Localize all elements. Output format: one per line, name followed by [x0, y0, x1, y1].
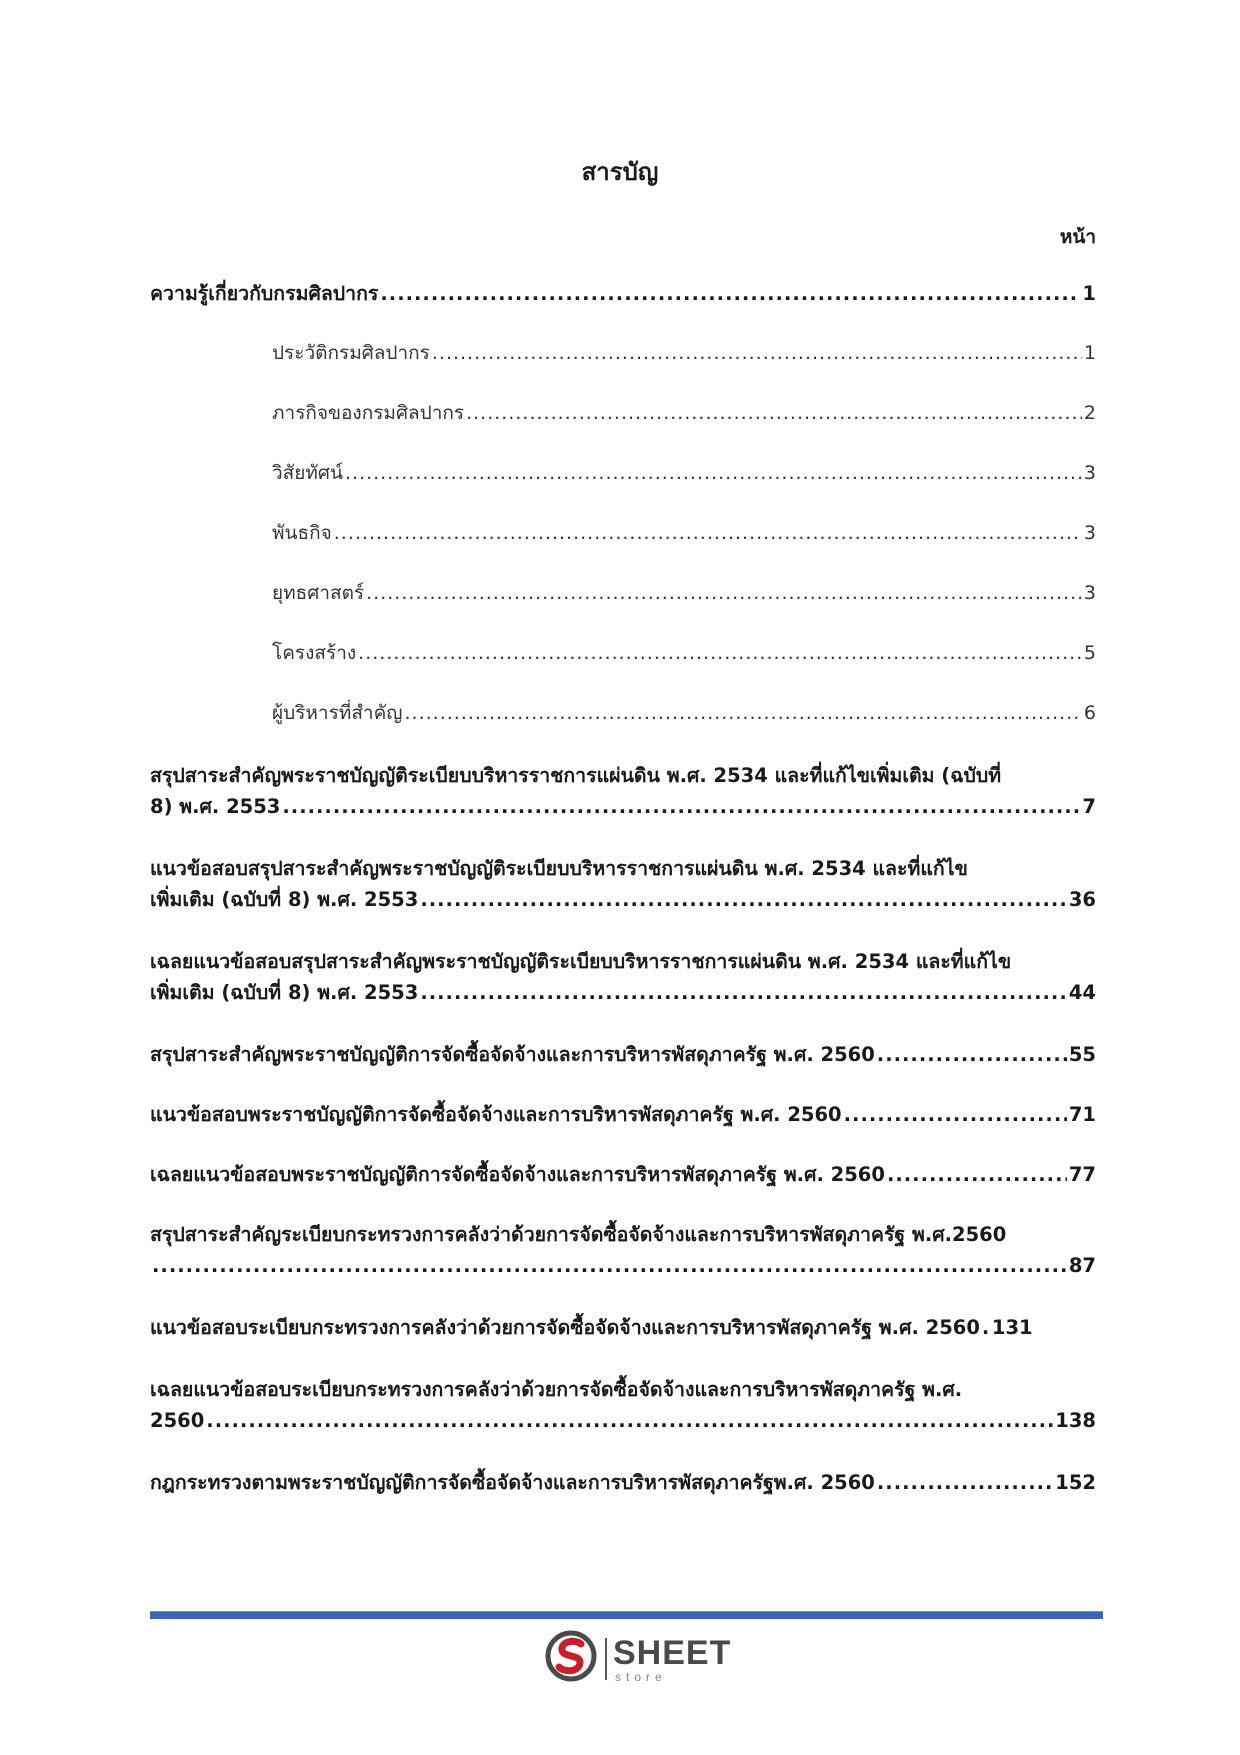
toc-entry-page: 1: [1082, 282, 1096, 305]
toc-entry-page: 77: [1068, 1163, 1096, 1186]
toc-entry-title: เฉลยแนวข้อสอบพระราชบัญญัติการจัดซื้อจัดจ้างและการบริหารพัสดุภาครัฐ พ.ศ. 2560: [150, 1163, 885, 1186]
toc-entry-page: 152: [1055, 1471, 1096, 1494]
dot-leader: [152, 1250, 1067, 1281]
logo-wordmark: SHEET: [613, 1634, 732, 1672]
toc-entry[interactable]: [150, 1159, 1096, 1190]
toc-entry-page: 3: [1083, 582, 1096, 604]
dot-leader: [877, 1039, 1067, 1070]
toc-subentry[interactable]: [150, 458, 1096, 489]
page-column-header: หน้า: [1059, 226, 1096, 248]
toc-entry-title: เฉลยแนวข้อสอบสรุปสาระสำคัญพระราชบัญญัติระเบียบบริหารราชการแผ่นดิน พ.ศ. 2534 และที่แก้ไข: [150, 950, 1012, 973]
toc-entry-page: 6: [1083, 702, 1096, 724]
toc-subentry[interactable]: [150, 338, 1096, 369]
toc-entry-title: แนวข้อสอบระเบียบกระทรวงการคลังว่าด้วยการจัดซื้อจัดจ้างและการบริหารพัสดุภาครัฐ พ.ศ. 2560: [150, 1316, 980, 1339]
toc-entry[interactable]: [150, 946, 1096, 1008]
toc-entry-page: 36: [1068, 888, 1096, 911]
toc-entry-title: ผู้บริหารที่สำคัญ: [272, 702, 403, 724]
toc-entry-title: พันธกิจ: [272, 522, 332, 544]
toc-entry-title: สรุปสาระสำคัญระเบียบกระทรวงการคลังว่าด้วยการจัดซื้อจัดจ้างและการบริหารพัสดุภาครัฐ พ.ศ.2560: [150, 1223, 1007, 1246]
dot-leader: [982, 1312, 990, 1343]
toc-entry[interactable]: [150, 1467, 1096, 1498]
logo-subtext: store: [615, 1670, 667, 1684]
dot-leader: [420, 884, 1067, 915]
page-title: สารบัญ: [581, 158, 659, 186]
s-logo-icon: [545, 1630, 597, 1682]
toc-entry-page: 3: [1083, 462, 1096, 484]
toc-entry[interactable]: [150, 278, 1096, 309]
toc-entry-page: 5: [1083, 642, 1096, 664]
dot-leader: [405, 698, 1082, 729]
toc-entry-title: โครงสร้าง: [272, 642, 357, 664]
toc-entry-title: กฎกระทรวงตามพระราชบัญญัติการจัดซื้อจัดจ้างและการบริหารพัสดุภาครัฐพ.ศ. 2560: [150, 1471, 875, 1494]
dot-leader: [466, 398, 1082, 429]
dot-leader: [432, 338, 1082, 369]
toc-entry-title: เฉลยแนวข้อสอบระเบียบกระทรวงการคลังว่าด้วยการจัดซื้อจัดจ้างและการบริหารพัสดุภาครัฐ พ.ศ.: [150, 1378, 963, 1401]
footer-divider: [150, 1611, 1103, 1619]
toc-entry-page: 55: [1068, 1043, 1096, 1066]
toc-entry-title: ยุทธศาสตร์: [272, 582, 365, 604]
dot-leader: [334, 518, 1082, 549]
toc-entry-title: แนวข้อสอบสรุปสาระสำคัญพระราชบัญญัติระเบียบบริหารราชการแผ่นดิน พ.ศ. 2534 และที่แก้ไข: [150, 857, 968, 880]
logo-separator: [605, 1638, 607, 1680]
dot-leader: [887, 1159, 1067, 1190]
toc-entry-page: 138: [1055, 1409, 1096, 1432]
dot-leader: [844, 1099, 1067, 1130]
toc-entry-title: วิสัยทัศน์: [272, 462, 343, 484]
dot-leader: [877, 1467, 1053, 1498]
toc-entry[interactable]: [150, 853, 1096, 915]
toc-entry[interactable]: [150, 1312, 1096, 1343]
toc-entry[interactable]: [150, 1219, 1096, 1281]
toc-entry-page: 131: [991, 1316, 1033, 1339]
toc-entry-title: แนวข้อสอบพระราชบัญญัติการจัดซื้อจัดจ้างและการบริหารพัสดุภาครัฐ พ.ศ. 2560: [150, 1103, 842, 1126]
toc-subentry[interactable]: [150, 398, 1096, 429]
toc-entry-title: ประวัติกรมศิลปากร: [272, 342, 430, 364]
table-of-contents: [150, 278, 1096, 1498]
toc-entry[interactable]: [150, 760, 1096, 822]
dot-leader: [420, 977, 1067, 1008]
toc-entry-page: 71: [1068, 1103, 1096, 1126]
toc-entry-title: ภารกิจของกรมศิลปากร: [272, 402, 465, 424]
dot-leader: [380, 278, 1080, 309]
toc-entry-page: 2: [1083, 402, 1096, 424]
dot-leader: [206, 1405, 1053, 1436]
toc-subentry[interactable]: [150, 698, 1096, 729]
toc-entry-page: 1: [1083, 342, 1096, 364]
dot-leader: [358, 638, 1082, 669]
toc-entry[interactable]: [150, 1039, 1096, 1070]
toc-entry-title: สรุปสาระสำคัญพระราชบัญญัติการจัดซื้อจัดจ้างและการบริหารพัสดุภาครัฐ พ.ศ. 2560: [150, 1043, 875, 1066]
toc-entry-page: 7: [1082, 795, 1096, 818]
toc-entry-title-cont: 8) พ.ศ. 2553: [150, 795, 281, 818]
dot-leader: [366, 578, 1082, 609]
toc-entry-page: 44: [1068, 981, 1096, 1004]
toc-entry-title: สรุปสาระสำคัญพระราชบัญญัติระเบียบบริหารราชการแผ่นดิน พ.ศ. 2534 และที่แก้ไขเพิ่มเติม (ฉบับที่: [150, 764, 1002, 787]
toc-entry-page: 3: [1083, 522, 1096, 544]
sheet-store-logo: [545, 1630, 732, 1686]
toc-entry-title: ความรู้เกี่ยวกับกรมศิลปากร: [150, 282, 379, 305]
toc-entry-title-cont: เพิ่มเติม (ฉบับที่ 8) พ.ศ. 2553: [150, 888, 419, 911]
toc-entry-title-cont: เพิ่มเติม (ฉบับที่ 8) พ.ศ. 2553: [150, 981, 419, 1004]
toc-entry-page: 87: [1068, 1254, 1096, 1277]
toc-subentry[interactable]: [150, 518, 1096, 549]
toc-entry-title-cont: 2560: [150, 1409, 205, 1432]
dot-leader: [282, 791, 1080, 822]
toc-entry[interactable]: [150, 1374, 1096, 1436]
toc-subentry[interactable]: [150, 638, 1096, 669]
dot-leader: [345, 458, 1082, 489]
toc-subentry[interactable]: [150, 578, 1096, 609]
toc-entry[interactable]: [150, 1099, 1096, 1130]
